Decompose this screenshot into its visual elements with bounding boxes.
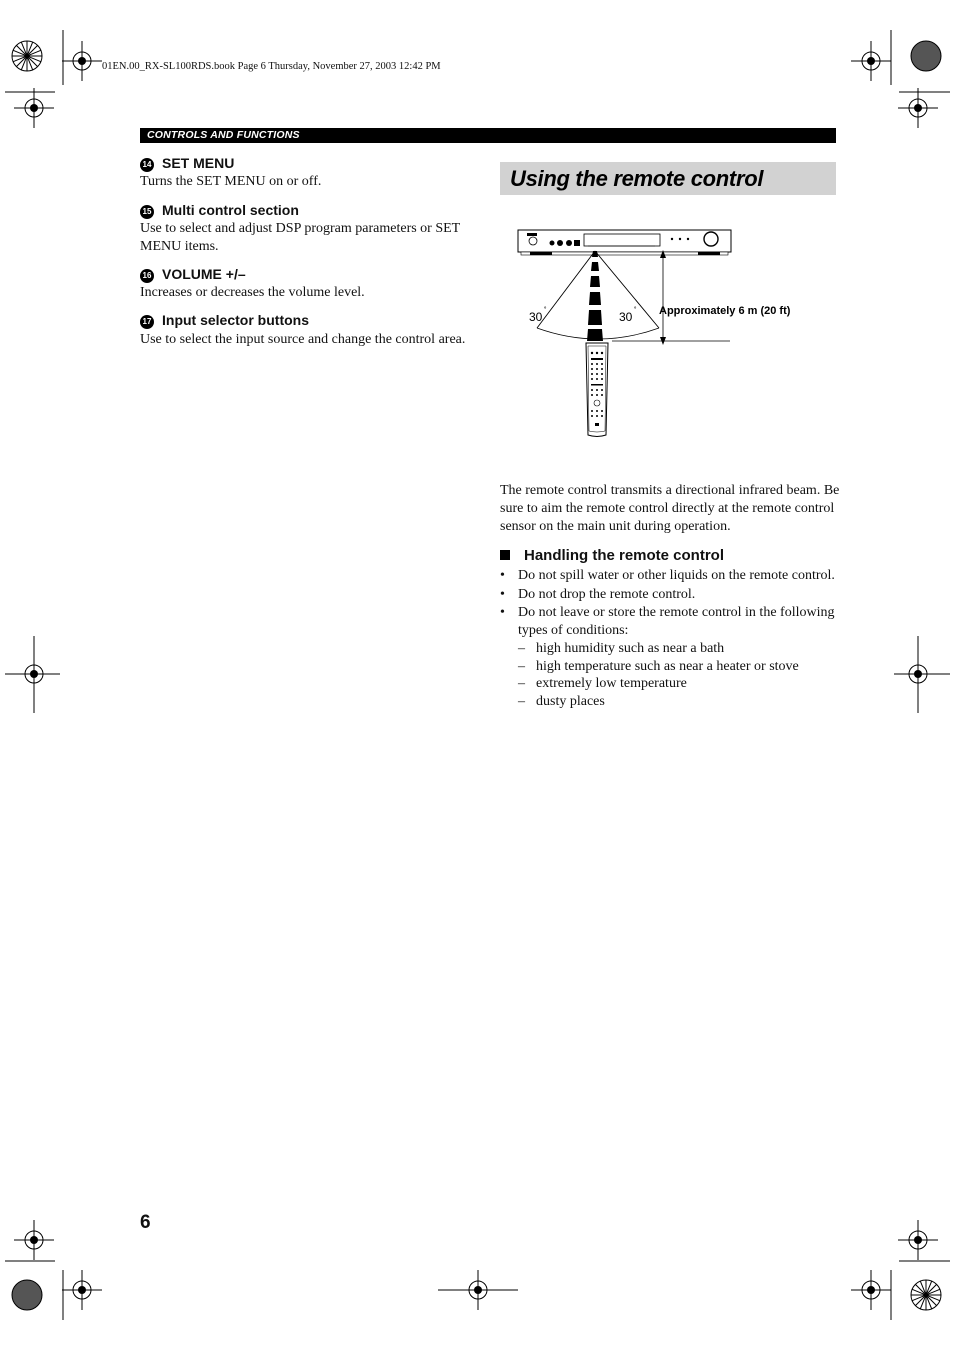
dash-icon: – bbox=[518, 693, 525, 709]
registration-mark bbox=[62, 41, 102, 81]
registration-mark bbox=[898, 88, 938, 128]
conditions-list bbox=[518, 640, 840, 710]
bullet-icon: • bbox=[500, 568, 505, 583]
degree-symbol: ˚ bbox=[634, 306, 637, 315]
remote-control-illustration bbox=[586, 343, 608, 437]
registration-mark bbox=[14, 88, 54, 128]
list-item: • Do not drop the remote control. bbox=[500, 586, 696, 602]
section-title: CONTROLS AND FUNCTIONS bbox=[147, 129, 300, 141]
item-volume-text: Increases or decreases the volume level. bbox=[140, 285, 365, 300]
item-input-selector-title: 17 Input selector buttons bbox=[140, 312, 309, 329]
bullet-icon: • bbox=[500, 605, 505, 620]
angle-label-right: 30 bbox=[619, 310, 633, 324]
angle-line-left bbox=[537, 251, 595, 328]
square-bullet-icon bbox=[500, 550, 510, 560]
dash-icon: – bbox=[518, 641, 525, 656]
list-item: – dusty places bbox=[518, 693, 605, 709]
item-number-badge: 15 bbox=[140, 205, 154, 219]
list-item: – high temperature such as near a heater or stove bbox=[518, 658, 799, 674]
bullet-icon: • bbox=[500, 586, 505, 602]
item-input-selector-text: Use to select the input source and change the control area. bbox=[140, 332, 466, 347]
registration-mark bbox=[898, 1220, 938, 1260]
item-multi-control-text: Use to select and adjust DSP program parameters or SET MENU items. bbox=[140, 221, 460, 254]
list-item: • Do not leave or store the remote control in the following types of conditions: – high humidity such as near a bath – high temperature such as near a heater or stove – extremely low temperature – dusty places bbox=[500, 604, 840, 710]
registration-mark bbox=[851, 41, 891, 81]
list-item: – high humidity such as near a bath bbox=[518, 641, 725, 656]
dash-icon: – bbox=[518, 676, 525, 691]
intro-paragraph: The remote control transmits a directional infrared beam. Be sure to aim the remote control directly at the remote control sensor on the main unit during operation. bbox=[500, 483, 840, 534]
item-volume-title: 16 VOLUME +/– bbox=[140, 266, 246, 283]
list-item: – extremely low temperature bbox=[518, 676, 687, 691]
handling-heading: Handling the remote control bbox=[500, 547, 724, 564]
receiver-unit-illustration bbox=[518, 230, 731, 255]
item-number-badge: 16 bbox=[140, 269, 154, 283]
section-heading bbox=[500, 162, 836, 195]
registration-mark bbox=[851, 1270, 891, 1310]
infrared-beam bbox=[587, 251, 603, 341]
distance-label: Approximately 6 m (20 ft) bbox=[659, 305, 791, 317]
crop-mark bbox=[12, 41, 42, 71]
item-number-badge: 14 bbox=[140, 158, 154, 172]
handling-list bbox=[500, 567, 840, 711]
registration-mark bbox=[14, 1220, 54, 1260]
list-item: • Do not spill water or other liquids on the remote control. bbox=[500, 568, 835, 583]
heading-text: Using the remote control bbox=[510, 166, 764, 191]
crop-mark bbox=[911, 1280, 941, 1310]
section-bar bbox=[140, 128, 836, 143]
item-number-badge: 17 bbox=[140, 315, 154, 329]
page-number: 6 bbox=[140, 1212, 151, 1233]
item-set-menu-text: Turns the SET MENU on or off. bbox=[140, 174, 322, 189]
crop-mark bbox=[911, 41, 941, 71]
item-multi-control-title: 15 Multi control section bbox=[140, 202, 299, 219]
dash-icon: – bbox=[518, 658, 525, 674]
crop-mark bbox=[12, 1280, 42, 1310]
angle-label-left: 30 bbox=[529, 310, 543, 324]
degree-symbol: ˚ bbox=[544, 306, 547, 315]
remote-range-diagram bbox=[500, 225, 836, 445]
item-set-menu-title: 14 SET MENU bbox=[140, 155, 234, 172]
file-header: 01EN.00_RX-SL100RDS.book Page 6 Thursday, November 27, 2003 12:42 PM bbox=[102, 61, 441, 72]
registration-mark bbox=[62, 1270, 102, 1310]
